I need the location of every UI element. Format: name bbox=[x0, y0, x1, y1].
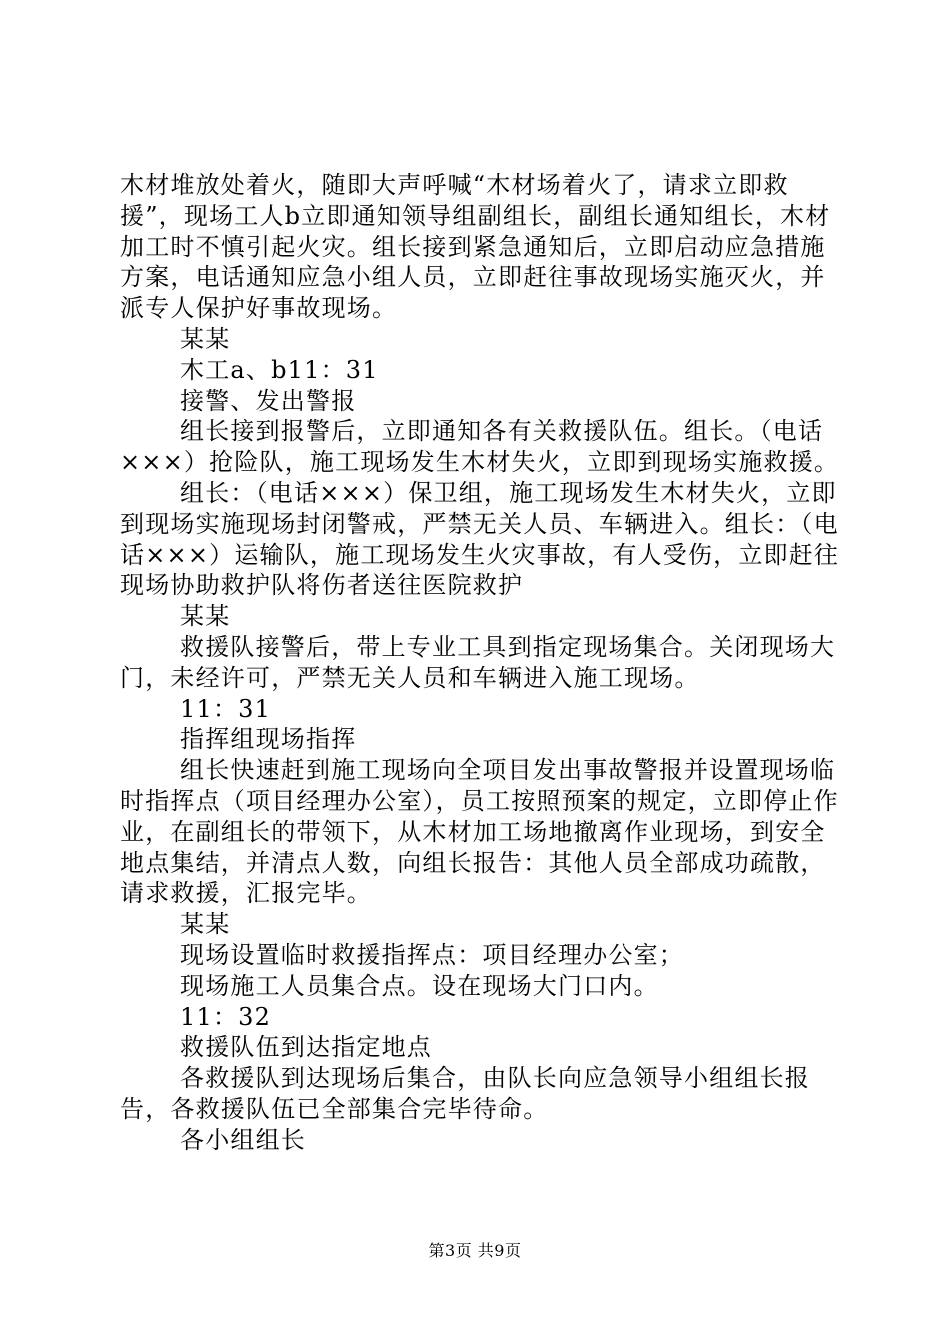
paragraph: 11：31 bbox=[180, 694, 272, 723]
paragraph: 组长：（电话×××）保卫组，施工现场发生木材失火，立即到现场实施现场封闭警戒，严禁无关人员、车辆进入。组长：（电话×××）运输队，施工现场发生火灾事故，有人受伤，立即赶往现场协助救护队将伤者送往医院救护 bbox=[120, 478, 840, 600]
paragraph: 现场施工人员集合点。设在现场大门口内。 bbox=[180, 971, 659, 1000]
paragraph: 各救援队到达现场后集合，由队长向应急领导小组组长报告，各救援队伍已全部集合完毕待命。 bbox=[120, 1064, 810, 1123]
paragraph: 指挥组现场指挥 bbox=[180, 725, 357, 754]
page-footer: 第3页 共9页 bbox=[428, 1241, 522, 1260]
paragraph: 现场设置临时救援指挥点：项目经理办公室； bbox=[180, 940, 684, 969]
paragraph: 木工a、b11：31 bbox=[180, 355, 379, 384]
paragraph: 组长接到报警后，立即通知各有关救援队伍。组长。（电话×××）抢险队，施工现场发生木材失火，立即到现场实施救援。 bbox=[120, 417, 840, 477]
paragraph: 11：32 bbox=[180, 1002, 272, 1031]
paragraph: 某某 bbox=[180, 324, 231, 353]
paragraph: 某某 bbox=[180, 910, 231, 939]
paragraph: 某某 bbox=[180, 602, 231, 631]
paragraph: 各小组组长 bbox=[180, 1125, 306, 1154]
paragraph: 救援队接警后，带上专业工具到指定现场集合。关闭现场大门，未经许可，严禁无关人员和车辆进入施工现场。 bbox=[120, 632, 836, 692]
paragraph: 接警、发出警报 bbox=[180, 386, 357, 415]
document-body bbox=[120, 170, 840, 1156]
paragraph: 救援队伍到达指定地点 bbox=[180, 1033, 432, 1062]
paragraph: 组长快速赶到施工现场向全项目发出事故警报并设置现场临时指挥点（项目经理办公室），员工按照预案的规定，立即停止作业，在副组长的带领下，从木材加工场地撤离作业现场，到安全地点集结，并清点人数，向组长报告：其他人员全部成功疏散，请求救援，汇报完毕。 bbox=[120, 756, 839, 908]
paragraph: 木材堆放处着火，随即大声呼喊“木材场着火了，请求立即救援”，现场工人b立即通知领导组副组长，副组长通知组长，木材加工时不慎引起火灾。组长接到紧急通知后，立即启动应急措施方案，电话通知应急小组人员，立即赶往事故现场实施灭火，并派专人保护好事故现场。 bbox=[120, 171, 831, 323]
